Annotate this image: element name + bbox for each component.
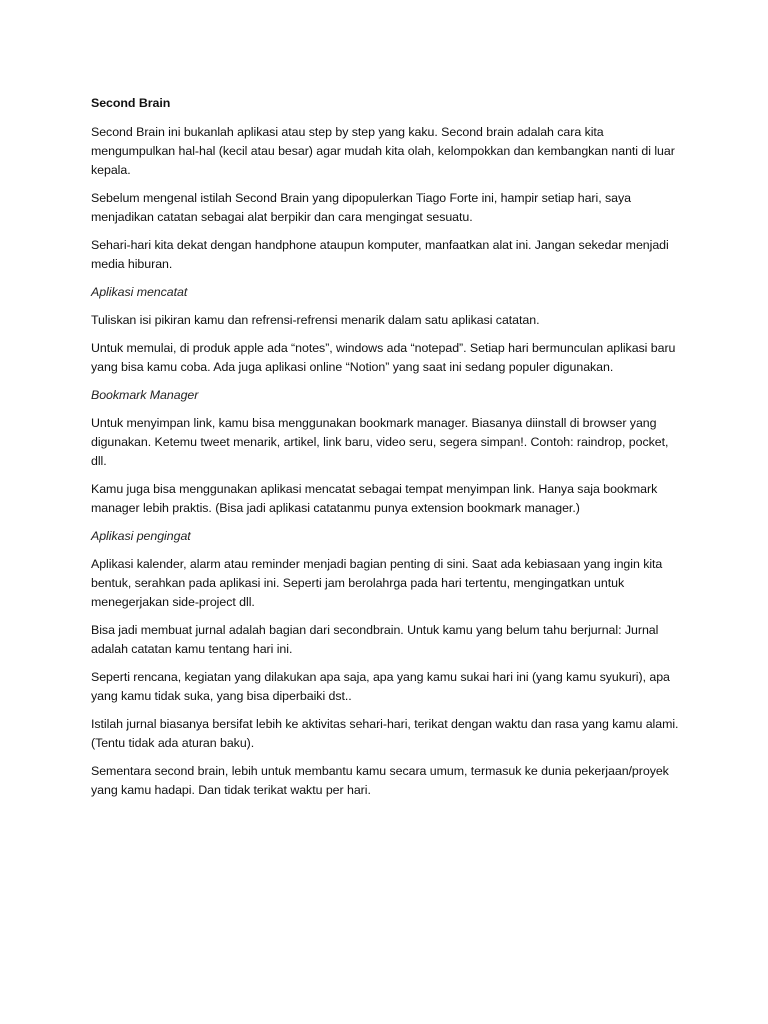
paragraph-daily-devices: Sehari-hari kita dekat dengan handphone ataupun komputer, manfaatkan alat ini. Jangan sekedar menjadi media hiburan. <box>91 238 669 271</box>
paragraph-notes-as-bookmarks: Kamu juga bisa menggunakan aplikasi mencatat sebagai tempat menyimpan link. Hanya saja bookmark manager lebih praktis. (Bisa jadi aplikasi catatanmu punya extension bookmark manager.) <box>91 482 658 515</box>
section-heading-bookmark-manager: Bookmark Manager <box>91 388 199 402</box>
paragraph-write-thoughts: Tuliskan isi pikiran kamu dan refrensi-refrensi menarik dalam satu aplikasi catatan. <box>91 313 540 327</box>
document-title: Second Brain <box>91 96 171 110</box>
paragraph-getting-started: Untuk memulai, di produk apple ada “notes”, windows ada “notepad”. Setiap hari bermunculan aplikasi baru yang bisa kamu coba. Ada juga aplikasi online “Notion” yang saat ini sedang populer digunakan. <box>91 341 676 374</box>
paragraph-save-links: Untuk menyimpan link, kamu bisa menggunakan bookmark manager. Biasanya diinstall di browser yang digunakan. Ketemu tweet menarik, artikel, link baru, video seru, segera simpan!. Contoh: raindrop, pocket, dll. <box>91 416 669 468</box>
section-heading-aplikasi-mencatat: Aplikasi mencatat <box>91 285 188 299</box>
section-heading-aplikasi-pengingat: Aplikasi pengingat <box>91 529 191 543</box>
paragraph-intro: Second Brain ini bukanlah aplikasi atau step by step yang kaku. Second brain adalah cara kita mengumpulkan hal-hal (kecil atau besar) agar mudah kita olah, kelompokkan dan kembangkan nanti di luar kepala. <box>91 125 675 177</box>
paragraph-second-brain-scope: Sementara second brain, lebih untuk membantu kamu secara umum, termasuk ke dunia pekerjaan/proyek yang kamu hadapi. Dan tidak terikat waktu per hari. <box>91 764 669 797</box>
document-page <box>91 94 681 809</box>
paragraph-journal-examples: Seperti rencana, kegiatan yang dilakukan apa saja, apa yang kamu sukai hari ini (yang kamu syukuri), apa yang kamu tidak suka, yang bisa diperbaiki dst.. <box>91 670 670 703</box>
paragraph-before-second-brain: Sebelum mengenal istilah Second Brain yang dipopulerkan Tiago Forte ini, hampir setiap hari, saya menjadikan catatan sebagai alat berpikir dan cara mengingat sesuatu. <box>91 191 631 224</box>
paragraph-journal: Bisa jadi membuat jurnal adalah bagian dari secondbrain. Untuk kamu yang belum tahu berjurnal: Jurnal adalah catatan kamu tentang hari ini. <box>91 623 659 656</box>
paragraph-journal-definition: Istilah jurnal biasanya bersifat lebih ke aktivitas sehari-hari, terikat dengan waktu dan rasa yang kamu alami. (Tentu tidak ada aturan baku). <box>91 717 679 750</box>
paragraph-reminder-apps: Aplikasi kalender, alarm atau reminder menjadi bagian penting di sini. Saat ada kebiasaan yang ingin kita bentuk, serahkan pada aplikasi ini. Seperti jam berolahrga pada hari tertentu, mengingatkan untuk menegerjakan side-project dll. <box>91 557 663 609</box>
